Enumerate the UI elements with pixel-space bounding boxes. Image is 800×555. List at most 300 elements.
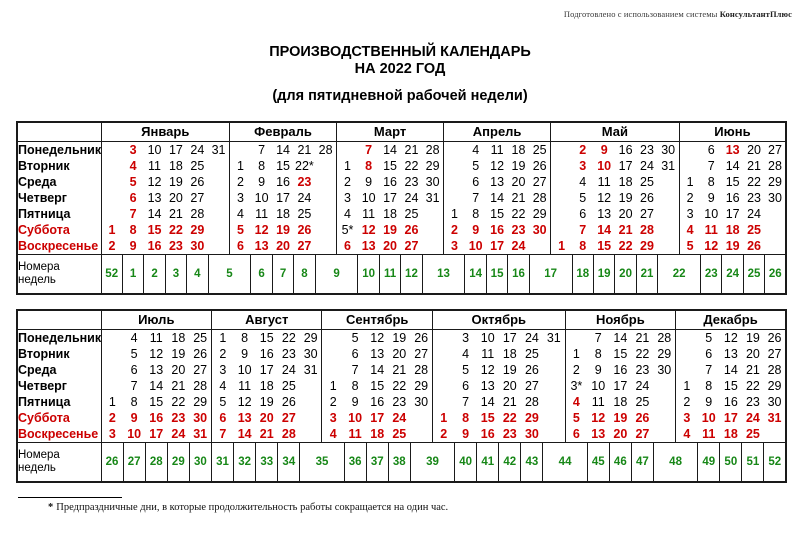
day-cell-empty: [432, 394, 454, 410]
week-number-cell: 22: [658, 254, 701, 294]
day-cell: 13: [254, 238, 269, 253]
day-cell: 31: [303, 362, 318, 377]
day-cell: 12: [704, 238, 719, 253]
day-cell: 23: [168, 238, 183, 253]
day-cell: 21: [404, 142, 419, 157]
weekday-label: Четверг: [17, 190, 101, 206]
week-number-cell: 46: [609, 442, 631, 482]
day-cell: 26: [635, 410, 650, 425]
week-number-cell: 18: [572, 254, 593, 294]
day-cell: 21: [511, 190, 526, 205]
page-title: [0, 44, 800, 105]
day-cell: 7: [579, 222, 587, 237]
week-number-cell: 40: [455, 442, 477, 482]
day-cell: 25: [532, 142, 547, 157]
day-cell-empty: [101, 174, 122, 190]
day-cell: 12: [490, 158, 505, 173]
week-number-cell: 51: [742, 442, 764, 482]
day-cell: 14: [490, 190, 505, 205]
day-cell: 22: [281, 330, 296, 345]
day-cell: 31: [425, 190, 440, 205]
week-number-cell: 45: [587, 442, 609, 482]
day-cell: 14: [237, 426, 252, 441]
week-number-cell: 38: [388, 442, 410, 482]
weekday-row: [17, 362, 786, 378]
day-cell: 20: [502, 378, 517, 393]
weekday-row: [17, 329, 786, 346]
day-cell: 1: [101, 222, 122, 238]
day-cell-empty: [658, 190, 679, 206]
day-cell-empty: [551, 222, 572, 238]
day-cell: 16: [370, 394, 385, 409]
weekday-label: Пятница: [17, 394, 101, 410]
day-cell: 15: [613, 346, 628, 361]
day-cell: 7: [351, 362, 359, 377]
day-cell: 7: [212, 426, 234, 443]
day-cell: 5: [212, 394, 234, 410]
day-cell: 6: [230, 238, 251, 255]
day-cell-empty: [422, 222, 443, 238]
day-cell: 13: [237, 410, 252, 425]
day-cell-empty: [410, 410, 432, 426]
day-cell: 17: [168, 142, 183, 157]
day-cell: 4: [230, 206, 251, 222]
day-cell: 7: [462, 394, 470, 409]
week-number-cell: 31: [212, 442, 234, 482]
week-number-cell: 13: [422, 254, 465, 294]
day-cell-empty: [543, 346, 565, 362]
table-corner: [17, 310, 101, 329]
day-cell: 18: [502, 346, 517, 361]
footnote-marker: *: [48, 502, 54, 513]
day-cell: 2: [230, 174, 251, 190]
day-cell: 17: [725, 206, 740, 221]
day-cell: 29: [414, 378, 429, 393]
day-cell-empty: [422, 206, 443, 222]
day-cell: 14: [613, 330, 628, 345]
day-cell: 19: [502, 362, 517, 377]
day-cell: 3: [676, 410, 698, 426]
weekday-label: Вторник: [17, 346, 101, 362]
day-cell-empty: [101, 378, 123, 394]
day-cell: 26: [281, 394, 296, 409]
weekday-row: [17, 190, 786, 206]
day-cell: 20: [613, 426, 628, 441]
day-cell: 1: [230, 158, 251, 174]
week-numbers-label: Номера недель: [17, 254, 101, 294]
day-cell: 21: [259, 426, 274, 441]
day-cell: 17: [723, 410, 738, 425]
week-number-cell: 35: [300, 442, 344, 482]
day-cell: 3: [129, 142, 137, 157]
day-cell-empty: [410, 426, 432, 443]
day-cell: 17: [613, 378, 628, 393]
month-header: Сентябрь: [322, 310, 433, 329]
day-cell: 20: [747, 142, 761, 157]
day-cell: 12: [147, 174, 162, 189]
day-cell: 13: [480, 378, 495, 393]
day-cell: 6: [129, 190, 137, 205]
day-cell: 2: [322, 394, 344, 410]
day-cell: 21: [745, 362, 760, 377]
day-cell-empty: [315, 238, 336, 255]
day-cell: 5: [565, 410, 587, 426]
day-cell: 22*: [295, 158, 314, 173]
day-cell-empty: [208, 238, 229, 255]
day-cell: 10: [147, 142, 162, 157]
day-cell: 15: [490, 206, 505, 221]
day-cell: 31: [661, 158, 676, 173]
day-cell: 16: [147, 238, 162, 253]
day-cell: 1: [432, 410, 454, 426]
weekday-label: Воскресенье: [17, 426, 101, 443]
day-cell: 6: [130, 362, 138, 377]
week-numbers-row: [17, 442, 786, 482]
day-cell-empty: [764, 426, 786, 443]
day-cell: 3: [337, 190, 358, 206]
day-cell-empty: [315, 222, 336, 238]
week-number-cell: 30: [189, 442, 211, 482]
day-cell: 29: [640, 238, 654, 253]
month-header: Июль: [101, 310, 212, 329]
day-cell-empty: [300, 394, 322, 410]
day-cell-empty: [230, 141, 251, 158]
weekday-row: [17, 238, 786, 255]
week-number-cell: 49: [698, 442, 720, 482]
day-cell-empty: [208, 190, 229, 206]
day-cell: 22: [168, 222, 183, 237]
weekday-row: [17, 222, 786, 238]
day-cell: 6: [337, 238, 358, 255]
day-cell: 13: [725, 142, 740, 157]
day-cell-empty: [653, 426, 675, 443]
day-cell: 2: [101, 238, 122, 255]
day-cell: 13: [723, 346, 738, 361]
day-cell-empty: [444, 158, 465, 174]
day-cell: 13: [149, 362, 164, 377]
week-number-cell: 52: [764, 442, 786, 482]
day-cell: 28: [190, 206, 205, 221]
day-cell: 15: [259, 330, 274, 345]
week-number-cell: 44: [543, 442, 587, 482]
day-cell: 11: [348, 426, 362, 441]
day-cell: 8: [594, 346, 602, 361]
month-header: Октябрь: [432, 310, 565, 329]
day-cell: 13: [597, 206, 612, 221]
day-cell: 23: [640, 142, 654, 157]
week-number-cell: 21: [636, 254, 657, 294]
day-cell-empty: [337, 141, 358, 158]
weekday-row: [17, 378, 786, 394]
week-number-cell: 28: [145, 442, 167, 482]
day-cell: 16: [149, 410, 164, 425]
week-numbers-label: Номера недель: [17, 442, 101, 482]
day-cell: 31: [546, 330, 561, 345]
day-cell: 10: [361, 190, 376, 205]
table-corner: [17, 122, 101, 141]
day-cell: 9: [707, 190, 715, 205]
day-cell-empty: [300, 378, 322, 394]
day-cell: 3: [444, 238, 465, 255]
day-cell: 5: [462, 362, 470, 377]
day-cell: 27: [414, 346, 429, 361]
day-cell: 17: [259, 362, 274, 377]
day-cell: 30: [524, 426, 539, 441]
day-cell-empty: [543, 394, 565, 410]
day-cell: 14: [370, 362, 385, 377]
day-cell: 13: [361, 238, 376, 253]
week-number-cell: 9: [315, 254, 358, 294]
day-cell-empty: [315, 174, 336, 190]
day-cell: 22: [171, 394, 186, 409]
week-number-cell: 33: [256, 442, 278, 482]
week-number-cell: 11: [379, 254, 400, 294]
day-cell: 31: [767, 410, 782, 425]
day-cell: 18: [168, 158, 183, 173]
week-number-cell: 14: [465, 254, 486, 294]
weekday-row: [17, 410, 786, 426]
day-cell: 9: [462, 426, 470, 441]
day-cell: 9: [258, 174, 266, 189]
day-cell: 8: [462, 410, 470, 425]
day-cell: 7: [129, 206, 137, 221]
day-cell-empty: [653, 378, 675, 394]
day-cell: 27: [281, 410, 296, 425]
day-cell: 14: [725, 158, 740, 173]
day-cell: 16: [613, 362, 628, 377]
day-cell: 5: [472, 158, 480, 173]
day-cell: 24: [171, 426, 186, 441]
day-cell: 14: [149, 378, 164, 393]
day-cell: 2: [679, 190, 700, 206]
weekday-row: [17, 174, 786, 190]
day-cell-empty: [543, 378, 565, 394]
weekday-label: Понедельник: [18, 330, 102, 345]
day-cell-empty: [551, 141, 572, 158]
day-cell-empty: [658, 238, 679, 255]
day-cell: 24: [190, 142, 205, 157]
day-cell: 30: [657, 362, 672, 377]
week-number-cell: 26: [101, 442, 123, 482]
day-cell: 2: [676, 394, 698, 410]
day-cell: 4: [322, 426, 344, 443]
day-cell: 6: [579, 206, 587, 221]
day-cell-empty: [543, 362, 565, 378]
day-cell: 21: [297, 142, 312, 157]
day-cell: 18: [618, 174, 633, 189]
day-cell: 8: [705, 378, 713, 393]
day-cell: 29: [193, 394, 208, 409]
day-cell-empty: [432, 362, 454, 378]
day-cell: 1: [551, 238, 572, 255]
week-number-cell: 1: [122, 254, 143, 294]
day-cell: 21: [168, 206, 183, 221]
day-cell-empty: [658, 206, 679, 222]
day-cell: 15: [147, 222, 162, 237]
day-cell-empty: [432, 329, 454, 346]
day-cell: 5: [579, 190, 587, 205]
day-cell-empty: [208, 174, 229, 190]
day-cell: 11: [149, 330, 163, 345]
day-cell: 8: [241, 330, 249, 345]
week-number-cell: 25: [743, 254, 764, 294]
day-cell: 19: [168, 174, 183, 189]
day-cell: 28: [524, 394, 539, 409]
day-cell: 24: [297, 190, 312, 205]
day-cell-empty: [101, 346, 123, 362]
day-cell: 26: [193, 346, 208, 361]
month-header: Ноябрь: [565, 310, 676, 329]
day-cell: 24: [524, 330, 539, 345]
day-cell: 24: [745, 410, 760, 425]
week-number-cell: 3: [165, 254, 186, 294]
day-cell: 23: [502, 426, 517, 441]
day-cell: 24: [511, 238, 526, 253]
month-header: Январь: [101, 122, 230, 141]
day-cell: 23: [511, 222, 526, 237]
week-number-cell: 19: [593, 254, 614, 294]
day-cell-empty: [322, 346, 344, 362]
day-cell: 9: [130, 410, 138, 425]
day-cell: 9: [705, 394, 713, 409]
day-cell: 28: [193, 378, 208, 393]
week-number-cell: 24: [722, 254, 743, 294]
day-cell: 29: [768, 174, 782, 189]
week-number-cell: 43: [521, 442, 543, 482]
day-cell: 26: [404, 222, 419, 237]
weekday-row: [17, 346, 786, 362]
day-cell: 23: [297, 174, 312, 189]
day-cell: 30: [190, 238, 205, 253]
day-cell: 20: [259, 410, 274, 425]
day-cell: 30: [661, 142, 676, 157]
day-cell: 12: [370, 330, 385, 345]
day-cell-empty: [679, 141, 700, 158]
day-cell: 11: [490, 142, 504, 157]
day-cell: 11: [702, 426, 716, 441]
day-cell: 27: [524, 378, 539, 393]
day-cell: 8: [365, 158, 373, 173]
day-cell: 27: [297, 238, 312, 253]
day-cell: 27: [635, 426, 650, 441]
day-cell: 9: [594, 362, 602, 377]
day-cell-empty: [101, 158, 122, 174]
day-cell: 16: [383, 174, 397, 189]
weekday-label: Пятница: [17, 206, 101, 222]
day-cell: 11: [238, 378, 252, 393]
day-cell: 28: [532, 190, 547, 205]
day-cell-empty: [543, 426, 565, 443]
day-cell-empty: [300, 426, 322, 443]
day-cell: 1: [101, 394, 123, 410]
day-cell: 2: [212, 346, 234, 362]
day-cell: 20: [618, 206, 633, 221]
week-number-cell: 5: [208, 254, 251, 294]
day-cell: 4: [679, 222, 700, 238]
week-number-cell: 29: [167, 442, 189, 482]
weekday-label: Воскресенье: [17, 238, 101, 255]
day-cell: 20: [511, 174, 526, 189]
day-cell: 17: [370, 410, 385, 425]
week-number-cell: 12: [401, 254, 422, 294]
day-cell: 7: [472, 190, 480, 205]
day-cell: 29: [767, 378, 782, 393]
day-cell: 6: [472, 174, 480, 189]
day-cell: 18: [171, 330, 186, 345]
day-cell: 3: [679, 206, 700, 222]
day-cell: 19: [613, 410, 628, 425]
day-cell-empty: [444, 174, 465, 190]
day-cell: 29: [532, 206, 547, 221]
day-cell: 24: [747, 206, 761, 221]
day-cell: 28: [318, 142, 333, 157]
footnote-divider: [18, 497, 122, 498]
day-cell: 27: [768, 142, 782, 157]
day-cell: 30: [768, 190, 782, 205]
day-cell: 8: [707, 174, 715, 189]
day-cell: 6: [565, 426, 587, 443]
day-cell-empty: [529, 238, 550, 255]
day-cell-empty: [101, 329, 123, 346]
day-cell: 7: [365, 142, 373, 157]
day-cell: 21: [502, 394, 517, 409]
day-cell: 11: [591, 394, 605, 409]
day-cell: 16: [276, 174, 290, 189]
day-cell-empty: [208, 222, 229, 238]
day-cell: 7: [705, 362, 713, 377]
day-cell: 19: [725, 238, 740, 253]
day-cell: 26: [190, 174, 205, 189]
day-cell: 21: [747, 158, 761, 173]
day-cell: 29: [657, 346, 672, 361]
day-cell: 3: [101, 426, 123, 443]
day-cell: 11: [704, 222, 718, 237]
week-number-cell: 36: [344, 442, 366, 482]
day-cell: 21: [171, 378, 186, 393]
day-cell-empty: [653, 410, 675, 426]
day-cell: 18: [613, 394, 628, 409]
week-number-cell: 48: [653, 442, 697, 482]
month-header: Апрель: [444, 122, 551, 141]
week-numbers-row: [17, 254, 786, 294]
weekday-label: Четверг: [17, 378, 101, 394]
day-cell: 18: [511, 142, 526, 157]
day-cell-empty: [551, 206, 572, 222]
day-cell: 22: [745, 378, 760, 393]
day-cell: 16: [259, 346, 274, 361]
day-cell: 5: [129, 174, 137, 189]
day-cell: 20: [383, 238, 397, 253]
day-cell: 15: [480, 410, 495, 425]
day-cell: 10: [468, 238, 483, 253]
day-cell: 15: [723, 378, 738, 393]
day-cell-empty: [676, 346, 698, 362]
day-cell: 12: [591, 410, 606, 425]
day-cell-empty: [208, 158, 229, 174]
day-cell: 19: [383, 222, 397, 237]
day-cell: 24: [635, 378, 650, 393]
day-cell: 31: [193, 426, 208, 441]
page-title-line2: НА 2022 ГОД: [354, 60, 446, 77]
day-cell: 22: [502, 410, 517, 425]
day-cell: 24: [392, 410, 407, 425]
day-cell: 14: [480, 394, 495, 409]
day-cell: 22: [404, 158, 419, 173]
day-cell: 8: [472, 206, 480, 221]
week-number-cell: 39: [410, 442, 454, 482]
day-cell: 22: [511, 206, 526, 221]
day-cell: 26: [524, 362, 539, 377]
